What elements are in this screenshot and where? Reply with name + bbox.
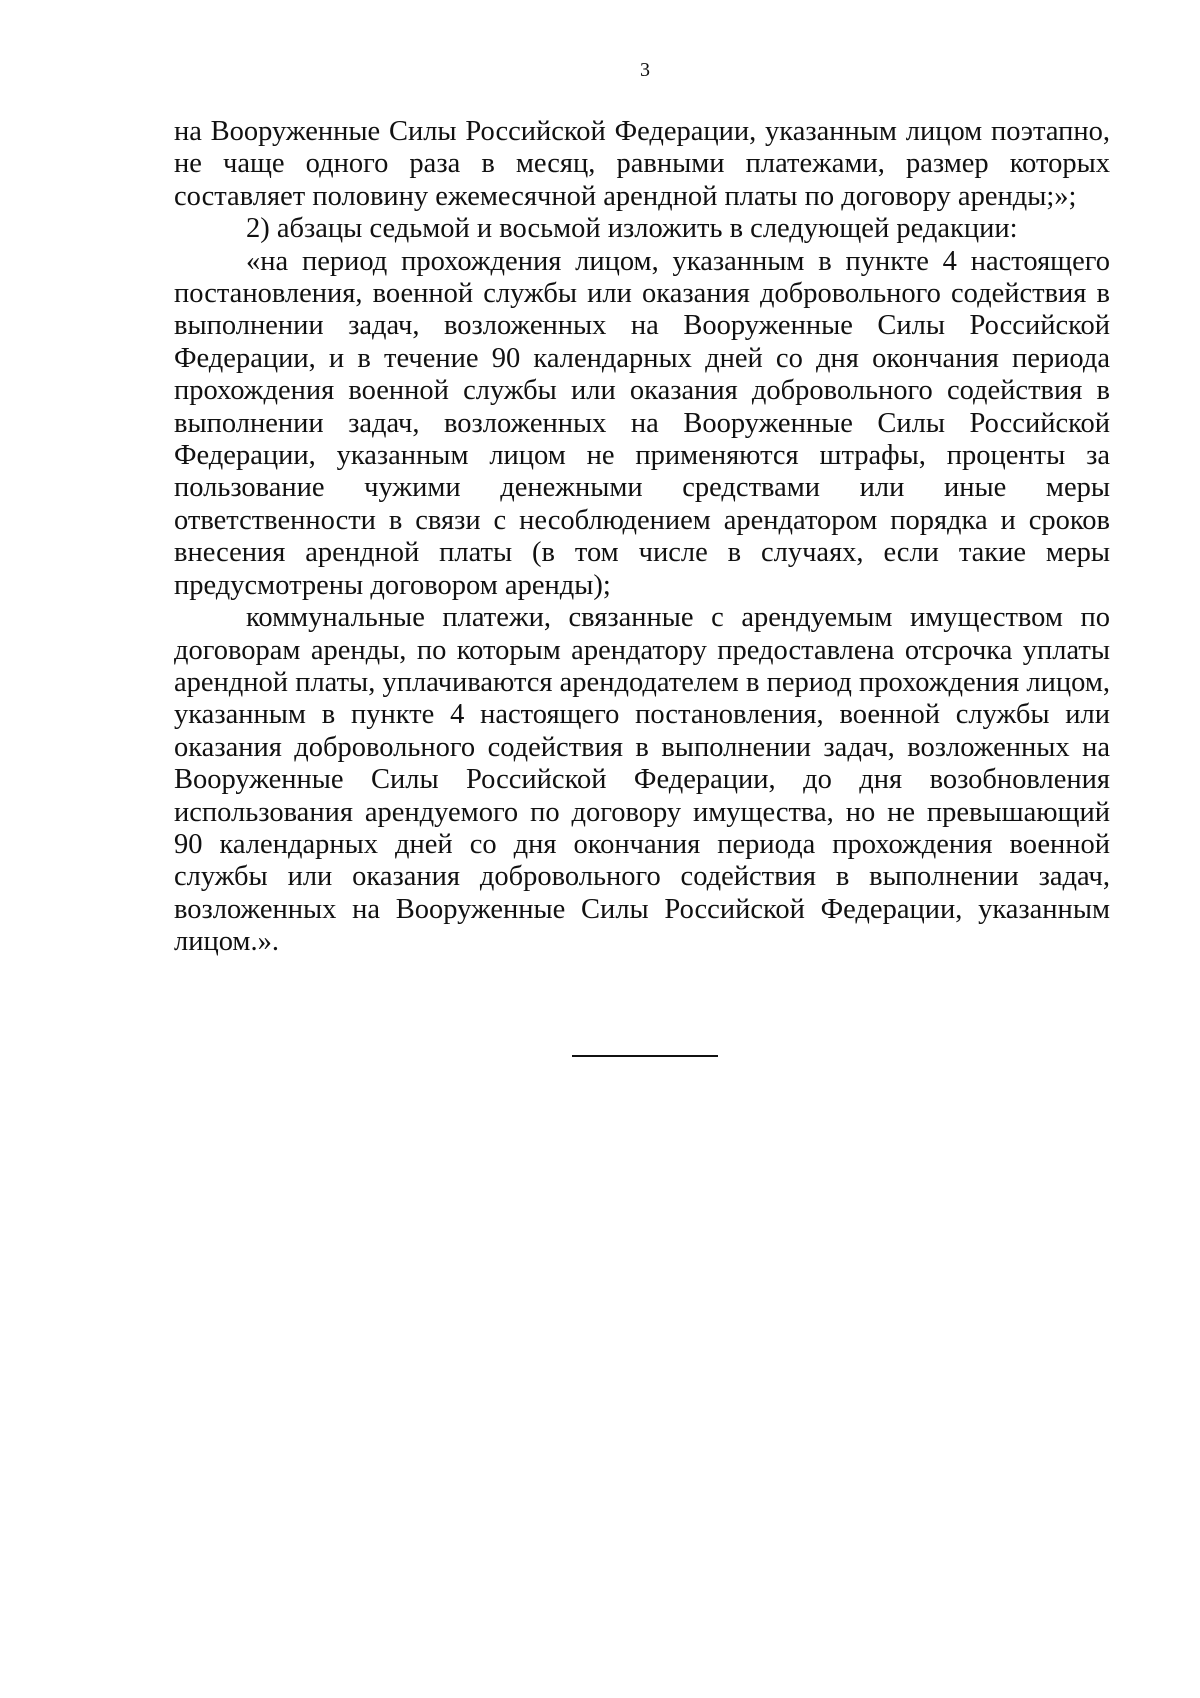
end-of-document-rule [572, 1055, 718, 1057]
paragraph-continuation: на Вооруженные Силы Российской Федерации, указанным лицом поэтапно, не чаще одного раза в месяц, равными платежами, размер которых составляет половину ежемесячной арендной платы по договору аренды;»; [174, 116, 1110, 212]
document-body [174, 116, 1110, 959]
page-number: 3 [640, 59, 650, 81]
paragraph-item-2: 2) абзацы седьмой и восьмой изложить в следующей редакции: [246, 213, 1018, 245]
paragraph-quoted-seventh: «на период прохождения лицом, указанным в пункте 4 настоящего постановления, военной службы или оказания добровольного содействия в выполнении задач, возложенных на Вооруженные Силы Российской Федерации, и в течение 90 календарных дней со дня окончания периода прохождения военной службы или оказания добровольного содействия в выполнении задач, возложенных на Вооруженные Силы Российской Федерации, указанным лицом не применяются штрафы, проценты за пользование чужими денежными средствами или иные меры ответственности в связи с несоблюдением арендатором порядка и сроков внесения арендной платы (в том числе в случаях, если такие меры предусмотрены договором аренды); [174, 245, 1110, 601]
paragraph-quoted-eighth: коммунальные платежи, связанные с арендуемым имуществом по договорам аренды, по которым арендатору предоставлена отсрочка уплаты арендной платы, уплачиваются арендодателем в период прохождения лицом, указанным в пункте 4 настоящего постановления, военной службы или оказания добровольного содействия в выполнении задач, возложенных на Вооруженные Силы Российской Федерации, до дня возобновления использования арендуемого по договору имущества, но не превышающий 90 календарных дней со дня окончания периода прохождения военной службы или оказания добровольного содействия в выполнении задач, возложенных на Вооруженные Силы Российской Федерации, указанным лицом.». [174, 602, 1110, 958]
